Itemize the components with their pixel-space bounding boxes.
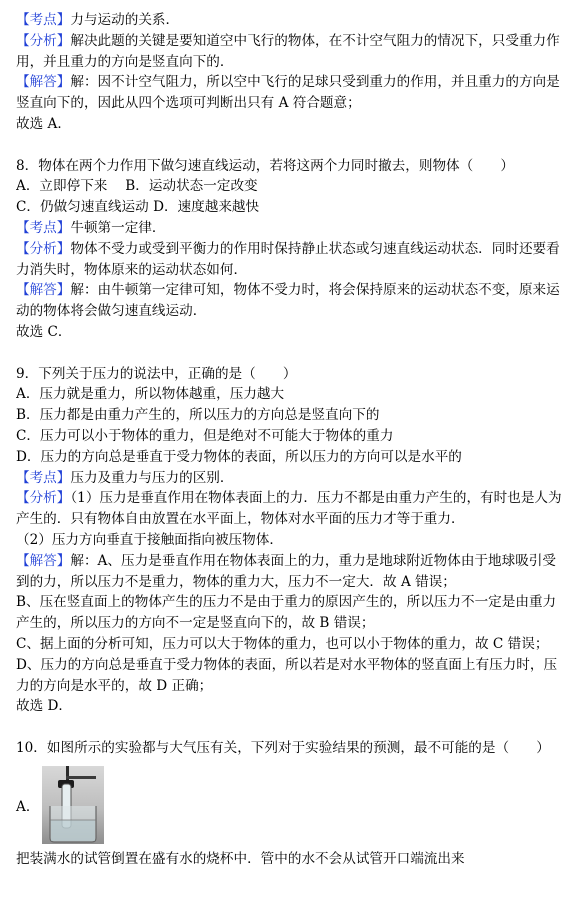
jieda-text: 解：由牛顿第一定律可知，物体不受力时，将会保持原来的运动状态不变，原来运 bbox=[70, 282, 560, 299]
kaodian-tag: 【考点】 bbox=[16, 469, 71, 486]
q9-stem: 9．下列关于压力的说法中，正确的是（ ） bbox=[16, 365, 297, 382]
q9-option-c: C．压力可以小于物体的重力，但是绝对不可能大于物体的重力 bbox=[16, 427, 394, 444]
q10-option-a-text: 把装满水的试管倒置在盛有水的烧杯中．管中的水不会从试管开口端流出来 bbox=[16, 850, 465, 867]
q9-kaodian bbox=[16, 468, 572, 489]
fenxi-tag: 【分析】 bbox=[16, 32, 71, 49]
q9-option-a: A．压力就是重力，所以物体越重，压力越大 bbox=[16, 386, 285, 403]
q9-answer: 故选 D． bbox=[16, 698, 73, 715]
q8-jieda-cont: 动的物体将会做匀速直线运动． bbox=[16, 303, 207, 320]
fenxi-tag: 【分析】 bbox=[16, 490, 71, 507]
q7-jieda-cont: 竖直向下的，因此从四个选项可判断出只有 A 符合题意； bbox=[16, 95, 361, 112]
spacer bbox=[16, 343, 572, 364]
q9-jieda-b: B、压在竖直面上的物体产生的压力不是由于重力的原因产生的，所以压力不一定是由重力 bbox=[16, 594, 557, 611]
q9-fenxi bbox=[16, 488, 572, 509]
experiment-photo bbox=[42, 766, 104, 844]
q9-fenxi-cont: 产生的．只有物体自由放置在水平面上，物体对水平面的压力才等于重力． bbox=[16, 511, 465, 528]
jieda-tag: 【解答】 bbox=[16, 282, 71, 299]
q8-answer: 故选 C． bbox=[16, 323, 72, 340]
kaodian-text: 力与运动的关系． bbox=[70, 12, 180, 28]
q9-jieda-d-cont: 力的方向是水平的，故 D 正确； bbox=[16, 677, 213, 694]
spacer bbox=[16, 135, 572, 156]
q9-fenxi-cont-2: （2）压力方向垂直于接触面指向被压物体． bbox=[16, 531, 283, 548]
q7-fenxi bbox=[16, 31, 572, 52]
q7-jieda bbox=[16, 72, 572, 93]
q8-fenxi-cont: 力消失时，物体原来的运动状态如何． bbox=[16, 261, 248, 278]
jieda-text: 解：因不计空气阻力，所以空中飞行的足球只受到重力的作用，并且重力的方向是 bbox=[70, 74, 560, 91]
kaodian-tag: 【考点】 bbox=[16, 219, 71, 236]
beaker-test-tube-illustration bbox=[42, 766, 104, 844]
q8-stem: 8．物体在两个力作用下做匀速直线运动，若将这两个力同时撤去，则物体（ ） bbox=[16, 157, 515, 174]
fenxi-tag: 【分析】 bbox=[16, 240, 71, 257]
q8-options-cd: C．仍做匀速直线运动 D．速度越来越快 bbox=[16, 199, 260, 216]
jieda-tag: 【解答】 bbox=[16, 552, 71, 569]
spacer bbox=[16, 717, 572, 738]
q10-stem: 10．如图所示的实验都与大气压有关，下列对于实验结果的预测，最不可能的是（ ） bbox=[16, 739, 550, 756]
q10-option-a-row bbox=[16, 763, 572, 847]
q9-jieda-c: C、据上面的分析可知，压力可以大于物体的重力，也可以小于物体的重力，故 C 错误； bbox=[16, 635, 549, 652]
q8-options-ab: A．立即停下来 B．运动状态一定改变 bbox=[16, 178, 258, 195]
q9-jieda-d: D、压力的方向总是垂直于受力物体的表面，所以若是对水平物体的竖直面上有压力时，压 bbox=[16, 656, 558, 673]
q8-fenxi bbox=[16, 239, 572, 260]
q7-kaodian bbox=[16, 10, 572, 31]
q9-option-b: B．压力都是由重力产生的，所以压力的方向总是竖直向下的 bbox=[16, 407, 380, 424]
q7-answer: 故选 A． bbox=[16, 115, 71, 132]
q9-jieda-cont: 到的力，所以压力不是重力，物体的重力大，压力不一定大．故 A 错误； bbox=[16, 573, 456, 590]
kaodian-text: 牛顿第一定律． bbox=[70, 219, 166, 236]
q9-option-d: D．压力的方向总是垂直于受力物体的表面，所以压力的方向可以是水平的 bbox=[16, 448, 462, 465]
fenxi-text: 解决此题的关键是要知道空中飞行的物体，在不计空气阻力的情况下，只受重力作 bbox=[70, 32, 560, 49]
document-page bbox=[16, 10, 572, 869]
q8-jieda bbox=[16, 280, 572, 301]
fenxi-text: （1）压力是垂直作用在物体表面上的力．压力不都是由重力产生的，有时也是人为 bbox=[70, 490, 562, 507]
q9-jieda bbox=[16, 551, 572, 572]
q7-fenxi-cont: 用，并且重力的方向是竖直向下的． bbox=[16, 53, 234, 70]
kaodian-tag: 【考点】 bbox=[16, 12, 71, 28]
q8-kaodian bbox=[16, 218, 572, 239]
jieda-text: 解：A、压力是垂直作用在物体表面上的力，重力是地球附近物体由于地球吸引受 bbox=[70, 552, 556, 569]
kaodian-text: 压力及重力与压力的区别． bbox=[70, 469, 234, 486]
fenxi-text: 物体不受力或受到平衡力的作用时保持静止状态或匀速直线运动状态．同时还要看 bbox=[70, 240, 560, 257]
jieda-tag: 【解答】 bbox=[16, 74, 71, 91]
q9-jieda-b-cont: 产生的，所以压力的方向不一定是竖直向下的，故 B 错误； bbox=[16, 615, 375, 632]
q10-option-a-label: A． bbox=[16, 798, 40, 815]
